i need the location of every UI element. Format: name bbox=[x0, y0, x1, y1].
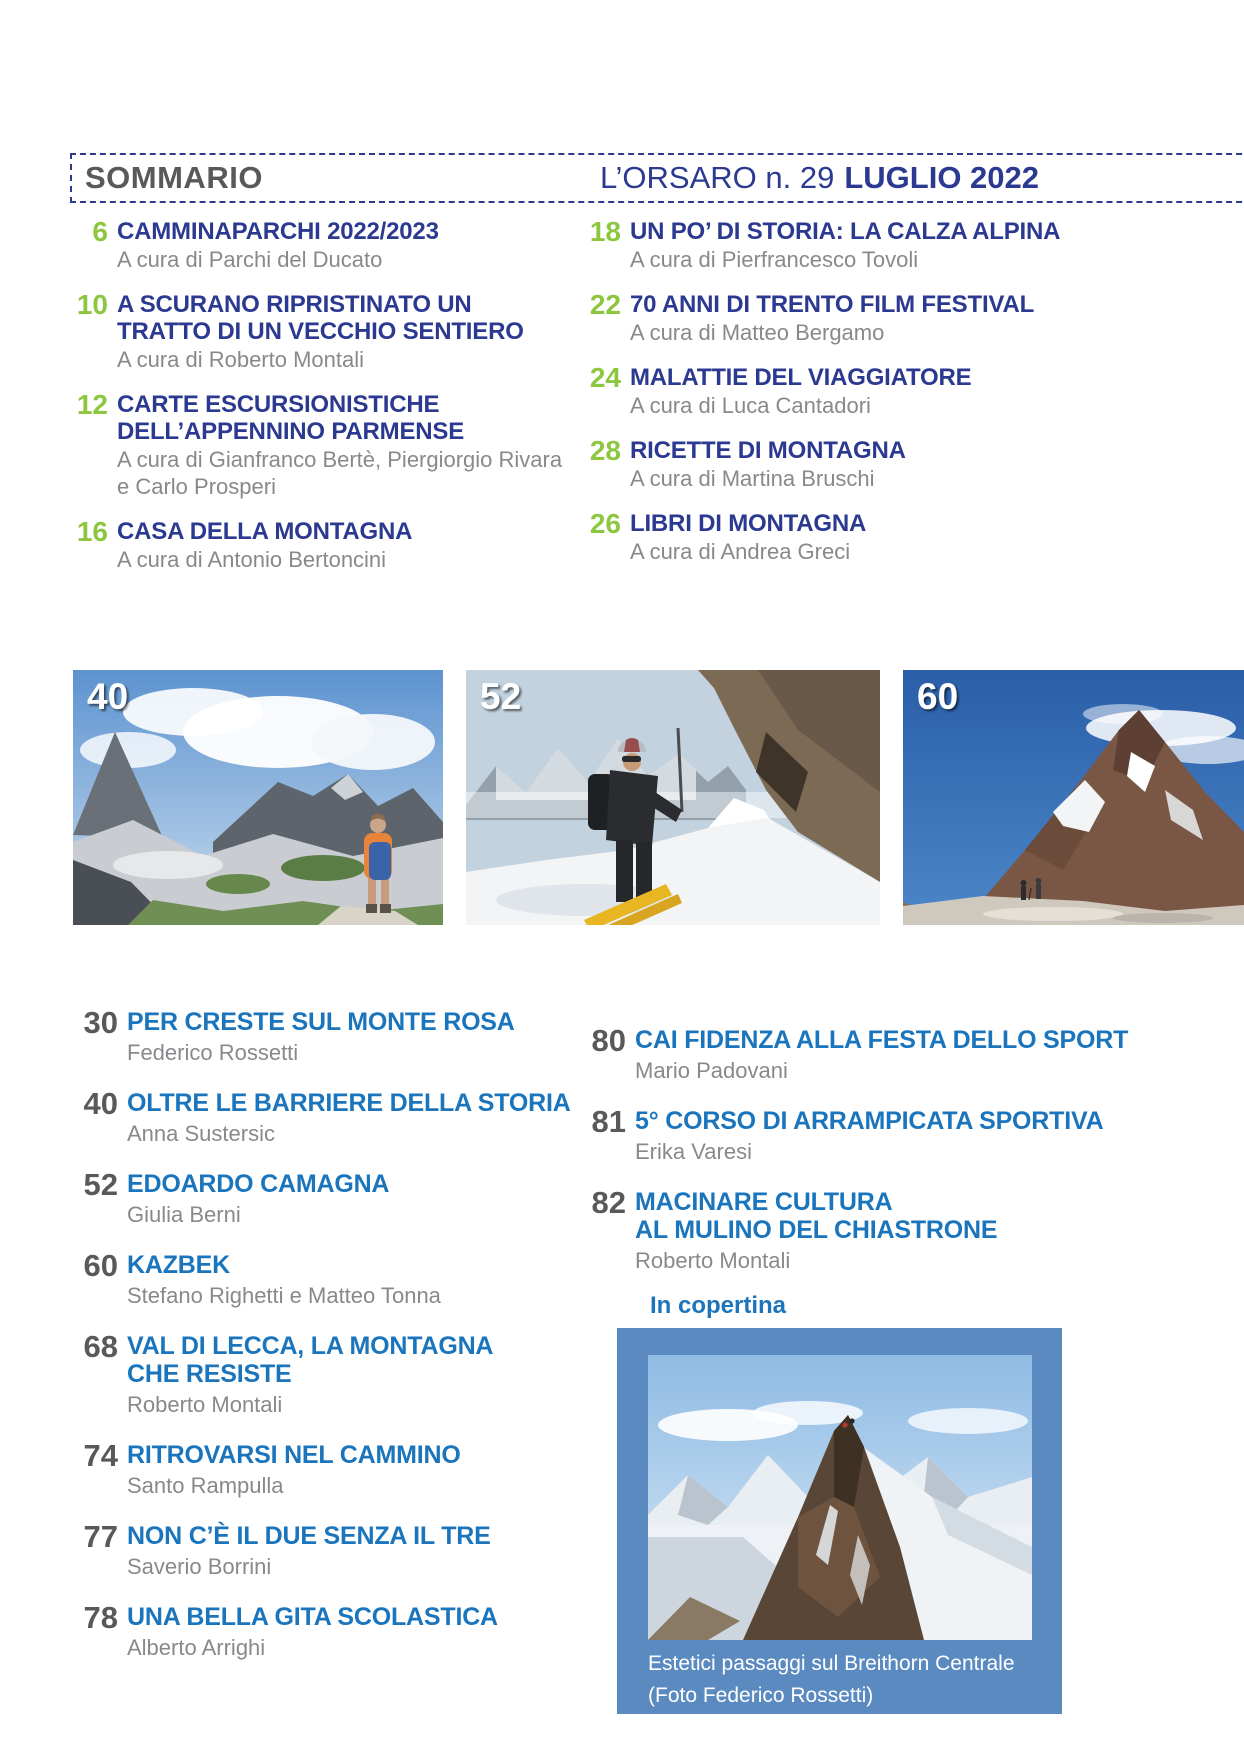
issue-label bbox=[600, 160, 1039, 196]
toc-entry-page-number: 12 bbox=[76, 389, 108, 420]
toc-entry-title: MACINARE CULTURA AL MULINO DEL CHIASTRONE bbox=[635, 1188, 998, 1244]
toc-entry[interactable] bbox=[62, 391, 567, 500]
toc-entry-page-number: 26 bbox=[589, 508, 621, 539]
toc-entry-page-number: 52 bbox=[83, 1167, 118, 1202]
toc-entry[interactable] bbox=[575, 291, 1140, 346]
toc-entry[interactable] bbox=[62, 1438, 577, 1499]
toc-entry-title: MALATTIE DEL VIAGGIATORE bbox=[630, 364, 972, 391]
toc-entry-page-number: 10 bbox=[76, 289, 108, 320]
cover-photo-breithorn-art bbox=[648, 1355, 1032, 1640]
toc-entry-page-number: 16 bbox=[76, 516, 108, 547]
toc-entry[interactable] bbox=[62, 518, 567, 573]
toc-bottom-left-column bbox=[62, 1005, 577, 1684]
cover-caption-line1: Estetici passaggi sul Breithorn Centrale bbox=[648, 1652, 1015, 1675]
toc-entry-byline: Roberto Montali bbox=[635, 1248, 791, 1273]
toc-entry-page-number: 80 bbox=[591, 1023, 626, 1058]
photo-climber-snow-ridge bbox=[466, 670, 880, 925]
toc-entry-page-number: 28 bbox=[589, 435, 621, 466]
toc-entry[interactable] bbox=[570, 1023, 1170, 1084]
toc-entry[interactable] bbox=[62, 1167, 577, 1228]
cover-caption-line2: (Foto Federico Rossetti) bbox=[648, 1684, 874, 1707]
photo-page-number: 40 bbox=[87, 676, 129, 717]
toc-entry-byline: Federico Rossetti bbox=[127, 1040, 299, 1065]
cover-caption bbox=[648, 1648, 1038, 1712]
toc-entry-byline: Giulia Berni bbox=[127, 1202, 241, 1227]
toc-entry-byline: Erika Varesi bbox=[635, 1139, 752, 1164]
toc-entry-title: RITROVARSI NEL CAMMINO bbox=[127, 1441, 461, 1469]
toc-bottom-right-column bbox=[570, 1023, 1170, 1297]
toc-entry[interactable] bbox=[575, 510, 1140, 565]
toc-entry-page-number: 18 bbox=[589, 216, 621, 247]
toc-top-right-column bbox=[575, 218, 1140, 583]
toc-entry-byline: A cura di Matteo Bergamo bbox=[630, 320, 885, 345]
toc-entry[interactable] bbox=[570, 1104, 1170, 1165]
photo-page-number: 60 bbox=[917, 676, 959, 717]
toc-entry-page-number: 24 bbox=[589, 362, 621, 393]
toc-entry-title: KAZBEK bbox=[127, 1251, 230, 1279]
toc-entry-page-number: 60 bbox=[83, 1248, 118, 1283]
photo-page-number: 52 bbox=[480, 676, 522, 717]
toc-entry-page-number: 81 bbox=[591, 1104, 626, 1139]
toc-entry-title: EDOARDO CAMAGNA bbox=[127, 1170, 390, 1198]
cover-panel bbox=[617, 1328, 1062, 1714]
toc-entry-title: CARTE ESCURSIONISTICHE DELL’APPENNINO PARMENSE bbox=[117, 391, 464, 445]
toc-entry-page-number: 68 bbox=[83, 1329, 118, 1364]
toc-entry-byline: A cura di Roberto Montali bbox=[117, 347, 365, 372]
toc-entry-title: 70 ANNI DI TRENTO FILM FESTIVAL bbox=[630, 291, 1035, 318]
toc-entry-title: 5° CORSO DI ARRAMPICATA SPORTIVA bbox=[635, 1107, 1104, 1135]
toc-entry-page-number: 78 bbox=[83, 1600, 118, 1635]
toc-entry-title: A SCURANO RIPRISTINATO UN TRATTO DI UN VECCHIO SENTIERO bbox=[117, 291, 524, 345]
toc-entry-title: UN PO’ DI STORIA: LA CALZA ALPINA bbox=[630, 218, 1061, 245]
toc-entry-byline: A cura di Andrea Greci bbox=[630, 539, 851, 564]
toc-entry-title: VAL DI LECCA, LA MONTAGNA CHE RESISTE bbox=[127, 1332, 494, 1388]
toc-entry-byline: Mario Padovani bbox=[635, 1058, 788, 1083]
toc-entry-title: PER CRESTE SUL MONTE ROSA bbox=[127, 1008, 515, 1036]
toc-entry-page-number: 22 bbox=[589, 289, 621, 320]
toc-entry-title: CAMMINAPARCHI 2022/2023 bbox=[117, 218, 439, 245]
toc-entry-title: UNA BELLA GITA SCOLASTICA bbox=[127, 1603, 498, 1631]
photo-hiker-limestone-art bbox=[73, 670, 443, 925]
toc-entry[interactable] bbox=[575, 218, 1140, 273]
toc-entry-byline: Alberto Arrighi bbox=[127, 1635, 266, 1660]
cover-photo-breithorn bbox=[648, 1355, 1032, 1640]
toc-entry[interactable] bbox=[62, 1086, 577, 1147]
toc-entry-title: CAI FIDENZA ALLA FESTA DELLO SPORT bbox=[635, 1026, 1129, 1054]
header-dashed-box bbox=[70, 153, 1244, 203]
toc-entry-title: CASA DELLA MONTAGNA bbox=[117, 518, 413, 545]
toc-entry[interactable] bbox=[62, 1329, 577, 1418]
toc-entry[interactable] bbox=[575, 437, 1140, 492]
issue-date: LUGLIO 2022 bbox=[844, 160, 1040, 195]
photo-hiker-limestone bbox=[73, 670, 443, 925]
toc-entry-title: RICETTE DI MONTAGNA bbox=[630, 437, 906, 464]
toc-entry-byline: Roberto Montali bbox=[127, 1392, 283, 1417]
toc-entry-byline: Saverio Borrini bbox=[127, 1554, 272, 1579]
toc-entry[interactable] bbox=[62, 218, 567, 273]
photo-climber-snow-ridge-art bbox=[466, 670, 880, 925]
toc-entry[interactable] bbox=[570, 1185, 1170, 1274]
toc-entry[interactable] bbox=[575, 364, 1140, 419]
toc-entry-page-number: 77 bbox=[83, 1519, 118, 1554]
toc-entry-byline: A cura di Luca Cantadori bbox=[630, 393, 871, 418]
toc-entry-page-number: 74 bbox=[83, 1438, 118, 1473]
toc-top-left-column bbox=[62, 218, 567, 591]
toc-entry-byline: Stefano Righetti e Matteo Tonna bbox=[127, 1283, 441, 1308]
toc-entry[interactable] bbox=[62, 1600, 577, 1661]
page-title: SOMMARIO bbox=[85, 160, 263, 195]
toc-entry-byline: Anna Sustersic bbox=[127, 1121, 275, 1146]
toc-entry-page-number: 82 bbox=[591, 1185, 626, 1220]
toc-entry-byline: Santo Rampulla bbox=[127, 1473, 284, 1498]
toc-entry-title: OLTRE LE BARRIERE DELLA STORIA bbox=[127, 1089, 571, 1117]
toc-entry-page-number: 30 bbox=[83, 1005, 118, 1040]
toc-entry-byline: A cura di Pierfrancesco Tovoli bbox=[630, 247, 919, 272]
toc-entry-title: NON C’È IL DUE SENZA IL TRE bbox=[127, 1522, 491, 1550]
toc-entry[interactable] bbox=[62, 1519, 577, 1580]
toc-entry[interactable] bbox=[62, 291, 567, 373]
photo-kazbek-peak bbox=[903, 670, 1244, 925]
toc-entry-byline: A cura di Gianfranco Bertè, Piergiorgio Rivara e Carlo Prosperi bbox=[117, 447, 563, 499]
cover-section-label: In copertina bbox=[650, 1292, 787, 1319]
toc-entry-page-number: 40 bbox=[83, 1086, 118, 1121]
toc-entry[interactable] bbox=[62, 1005, 577, 1066]
toc-entry[interactable] bbox=[62, 1248, 577, 1309]
issue-name: L’ORSARO n. 29 bbox=[600, 160, 835, 195]
toc-entry-page-number: 6 bbox=[92, 216, 108, 247]
toc-entry-byline: A cura di Parchi del Ducato bbox=[117, 247, 383, 272]
toc-entry-byline: A cura di Antonio Bertoncini bbox=[117, 547, 387, 572]
toc-entry-byline: A cura di Martina Bruschi bbox=[630, 466, 875, 491]
toc-entry-title: LIBRI DI MONTAGNA bbox=[630, 510, 867, 537]
